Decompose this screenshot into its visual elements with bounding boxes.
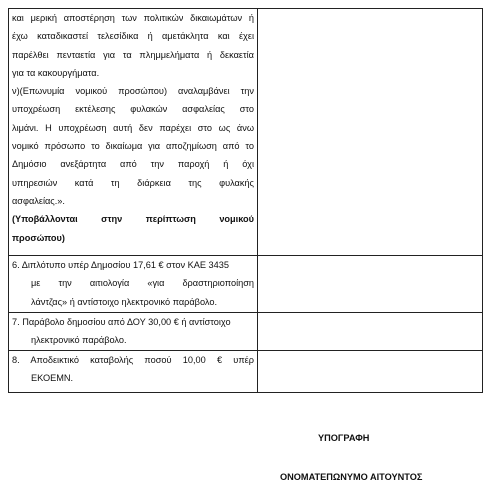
- text-line: λάντζας» ή αντίστοιχο ηλεκτρονικό παράβολο.: [31, 296, 218, 307]
- text-line: λιμάνι. Η υποχρέωση αυτή δεν παρέχει στο ως άνω: [12, 122, 254, 133]
- empty-cell: [258, 9, 483, 256]
- table-row: [9, 9, 483, 256]
- document-table: [8, 8, 483, 393]
- text-line: ασφαλείας.».: [12, 195, 65, 206]
- table-row: [9, 313, 483, 351]
- text-line: για τα κακουργήματα.: [12, 67, 100, 78]
- signature-label: ΥΠΟΓΡΑΦΗ: [318, 433, 370, 443]
- text-line: υποχρέωση εκτέλεσης φυλακών ασφαλείας στο: [12, 104, 254, 115]
- text-line: 7. Παράβολο δημοσίου από ΔΟΥ 30,00 € ή αντίστοιχο: [12, 317, 231, 327]
- text-line: 8. Αποδεικτικό καταβολής ποσού 10,00 € υπέρ: [12, 355, 254, 365]
- bold-note-line: προσώπου): [12, 232, 65, 243]
- empty-cell: [258, 256, 483, 313]
- text-line: ΕΚΟΕΜΝ.: [31, 373, 74, 384]
- text-line: ν)(Επωνυμία νομικού προσώπου) αναλαμβάνει την: [12, 86, 254, 97]
- text-line: υπηρεσιών κατά τη διάρκεια της φυλακής: [12, 177, 254, 188]
- text-line: νομικό πρόσωπο το δικαίωμα για αποζημίωση από το: [12, 141, 254, 152]
- bold-note-line: (Υποβάλλονται στην περίπτωση νομικού: [12, 214, 254, 225]
- text-line: Δημόσιο ανεξάρτητα από την παροχή ή όχι: [12, 159, 254, 170]
- empty-cell: [258, 351, 483, 393]
- text-line: ηλεκτρονικό παράβολο.: [31, 335, 127, 346]
- text-line: και μερική αποστέρηση των πολιτικών δικαιωμάτων ή: [12, 13, 254, 23]
- table-row: [9, 351, 483, 393]
- empty-cell: [258, 313, 483, 351]
- item-6-cell: [9, 256, 258, 313]
- text-line: με την αιτιολογία «για δραστηριοποίηση: [31, 278, 254, 289]
- table-row: [9, 256, 483, 313]
- applicant-name-label: ΟΝΟΜΑΤΕΠΩΝΥΜΟ ΑΙΤΟΥΝΤΟΣ: [280, 472, 423, 482]
- requirements-text-cell: [9, 9, 258, 256]
- item-7-cell: [9, 313, 258, 351]
- text-line: έχω καταδικαστεί τελεσίδικα ή αμετάκλητα και έχει: [12, 31, 254, 42]
- text-line: 6. Διπλότυπο υπέρ Δημοσίου 17,61 € στον ΚΑΕ 3435: [12, 260, 229, 270]
- text-line: παρέλθει πενταετία για τα πλημμελήματα ή δεκαετία: [12, 49, 254, 60]
- item-8-cell: [9, 351, 258, 393]
